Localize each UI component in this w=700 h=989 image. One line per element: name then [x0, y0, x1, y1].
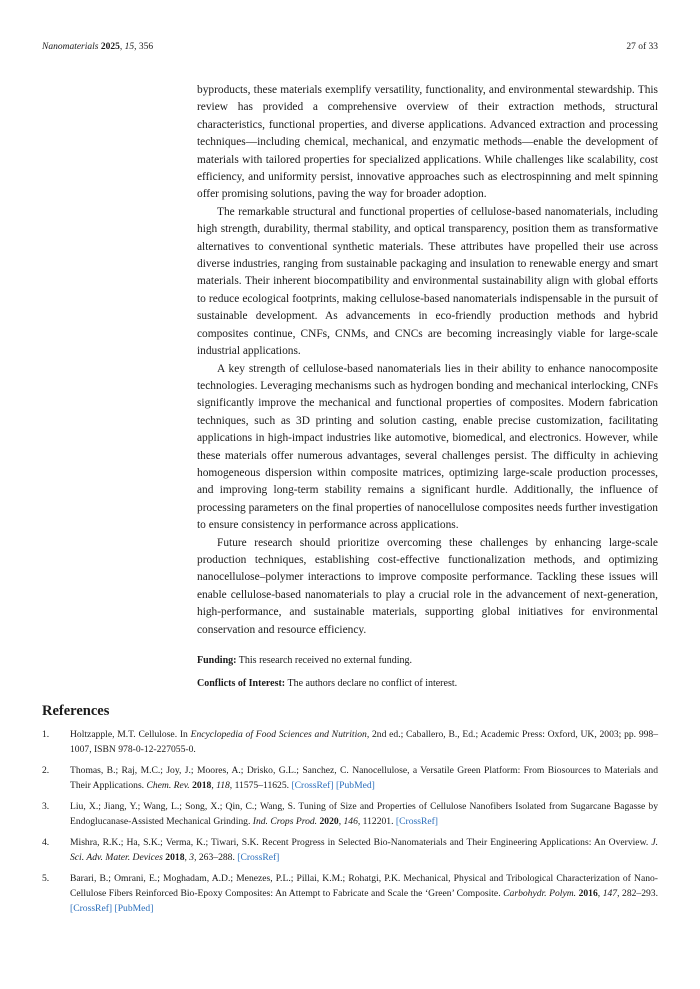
article-number: 356 [138, 42, 154, 52]
reference-year: 2016 [578, 888, 598, 899]
journal-volume: 15 [124, 42, 135, 52]
crossref-link[interactable]: [CrossRef] [291, 780, 334, 791]
conclusion-body [197, 82, 658, 639]
reference-source: Chem. Rev. [146, 780, 190, 791]
crossref-link[interactable]: [CrossRef] [70, 903, 113, 914]
reference-number: 5. [42, 873, 50, 884]
paragraph: byproducts, these materials exemplify versatility, functionality, and environmental stewardship. This review has provided a comprehensive overview of their extraction methods, structural characteristics, functional properties, and diverse applications. Advanced extraction and processing techniques—including chemical, mechanical, and enzymatic methods—enable the development of materials with tailored properties for specialized applications. While challenges like scalability, cost efficiency, and uniformity persist, innovative approaches such as electrospinning and melt spinning offer promising solutions, paving the way for broader adoption. [197, 84, 658, 201]
reference-authors-title: Thomas, B.; Raj, M.C.; Joy, J.; Moores, A.; Drisko, G.L.; Sanchez, C. Nanocellulose, a Versatile Green Platform: From Biosources to Materials and Their Applications. [70, 765, 658, 791]
journal-year: 2025 [100, 42, 120, 52]
reference-item: 4. Mishra, R.K.; Ha, S.K.; Verma, K.; Tiwari, S.K. Recent Progress in Selected Bio-Nanomaterials and Their Engineering Applications: An Overview. J. Sci. Adv. Mater. Devices 2018, 3, 263–288. [CrossRef] [42, 837, 658, 863]
conflicts-statement [197, 677, 658, 691]
paragraph: Future research should prioritize overcoming these challenges by enhancing large-scale production techniques, establishing cost-effective functionalization methods, and optimizing nanocellulose–polymer interactions to improve composite performance. Tackling these issues will enable cellulose-based nanomaterials to play a crucial role in the advancement of next-generation, high-performance, and sustainable materials, supporting global initiatives for environmental conservation and resource efficiency. [197, 536, 658, 636]
reference-source: Carbohydr. Polym. [503, 888, 577, 899]
reference-authors-title: Liu, X.; Jiang, Y.; Wang, L.; Song, X.; Qin, C.; Wang, S. Tuning of Size and Properties of Cellulose Nanofibers Isolated from Sugarcane Bagasse by Endoglucanase-Assisted Mechanical Grinding. [70, 801, 658, 827]
reference-volume: 3 [189, 852, 195, 863]
back-matter [197, 654, 658, 700]
reference-item: 2. Thomas, B.; Raj, M.C.; Joy, J.; Moores, A.; Drisko, G.L.; Sanchez, C. Nanocellulose, a Versatile Green Platform: From Biosources to Materials and Their Applications. Chem. Rev. 2018, 118, 11575–11625. [CrossRef] [PubMed] [42, 765, 658, 791]
reference-source: Ind. Crops Prod. [252, 816, 318, 827]
reference-pages: , 282–293. [617, 888, 659, 899]
funding-label: Funding: [197, 655, 237, 666]
references-list [42, 727, 658, 922]
crossref-link[interactable]: [CrossRef] [237, 852, 280, 863]
reference-item: 5. Barari, B.; Omrani, E.; Moghadam, A.D.; Menezes, P.L.; Pillai, K.M.; Rohatgi, P.K. Mechanical, Physical and Tribological Characterization of Nano-Cellulose Fibers Reinforced Bio-Epoxy Composites: An Attempt to Fabricate and Scale the ‘Green’ Composite. Carbohydr. Polym. 2016, 147, 282–293. [CrossRef] [PubMed] [42, 873, 659, 914]
reference-number: 4. [42, 837, 50, 848]
reference-source: J. Sci. Adv. Mater. Devices [70, 837, 658, 863]
paragraph: The remarkable structural and functional properties of cellulose-based nanomaterials, including high strength, durability, thermal stability, and optical transparency, position them as transformative alternatives to conventional synthetic materials. These attributes have propelled their use across diverse industries, ranging from sustainable packaging and insulation to renewable energy and smart materials. Their inherent biocompatibility and environmental sustainability align with global efforts to reduce ecological footprints, making cellulose-based nanomaterials indispensable in the pursuit of sustainable development. As advancements in eco-friendly production methods and hybrid composites continue, CNFs, CNMs, and CNCs are becoming increasingly viable for large-scale industrial applications. [197, 205, 658, 358]
journal-name: Nanomaterials [42, 42, 99, 52]
pubmed-link[interactable]: [PubMed] [114, 903, 154, 914]
crossref-link[interactable]: [CrossRef] [395, 816, 439, 827]
conflicts-label: Conflicts of Interest: [197, 678, 286, 689]
reference-pages: , 112201. [357, 816, 394, 827]
reference-details: , 2nd ed.; Caballero, B., Ed.; Academic Press: Oxford, UK, 2003; pp. 998–1007, ISBN 978-0-12-227055-0. [70, 729, 659, 755]
reference-number: 1. [42, 729, 50, 740]
reference-volume: 147 [602, 888, 618, 899]
reference-item [42, 727, 658, 757]
reference-authors-title: Barari, B.; Omrani, E.; Moghadam, A.D.; Menezes, P.L.; Pillai, K.M.; Rohatgi, P.K. Mechanical, Physical and Tribological Characterization of Nano-Cellulose Fibers Reinforced Bio-Epoxy Composites: An Attempt to Fabricate and Scale the ‘Green’ Composite. [70, 873, 658, 899]
reference-authors-title: Holtzapple, M.T. Cellulose. In [70, 729, 191, 740]
page-number: 27 of 33 [626, 42, 658, 52]
pubmed-link[interactable]: [PubMed] [335, 780, 375, 791]
conflicts-text: The authors declare no conflict of interest. [287, 678, 458, 689]
reference-number: 2. [42, 765, 50, 776]
reference-source: Encyclopedia of Food Sciences and Nutrition [190, 729, 367, 740]
reference-year: 2018 [192, 780, 212, 791]
reference-year: 2020 [319, 816, 339, 827]
reference-year: 2018 [165, 852, 185, 863]
reference-pages: , 263–288. [194, 852, 235, 863]
page-header [42, 40, 658, 54]
references-heading: References [42, 703, 110, 719]
reference-item: 3. Liu, X.; Jiang, Y.; Wang, L.; Song, X.; Qin, C.; Wang, S. Tuning of Size and Properties of Cellulose Nanofibers Isolated from Sugarcane Bagasse by Endoglucanase-Assisted Mechanical Grinding. Ind. Crops Prod. 2020, 146, 112201. [CrossRef] [42, 801, 658, 827]
journal-citation: Nanomaterials 2025, 15, 356 [42, 42, 154, 52]
paragraph: A key strength of cellulose-based nanomaterials lies in their ability to enhance nanocomposite technologies. Leveraging mechanisms such as hydrogen bonding and mechanical interlocking, CNFs significantly improve the mechanical and functional properties of composites. Modern fabrication techniques, such as 3D printing and solution casting, enable precise customization, facilitating applications in high-impact industries like automotive, biomedical, and electronics. However, while these materials offer numerous advantages, several challenges persist. The difficulty in achieving homogeneous dispersion within composite matrices, optimizing large-scale production processes, and improving long-term stability remains a significant hurdle. Additionally, the influence of processing parameters on the final properties of nanocellulose composites needs further investigation to ensure consistency in performance across applications. [197, 362, 658, 532]
reference-volume: 146 [343, 816, 358, 827]
funding-statement [197, 654, 658, 668]
reference-volume: 118 [216, 780, 230, 791]
reference-pages: , 11575–11625. [229, 780, 290, 791]
funding-text: This research received no external funding. [238, 655, 413, 666]
reference-number: 3. [42, 801, 50, 812]
reference-authors-title: Mishra, R.K.; Ha, S.K.; Verma, K.; Tiwari, S.K. Recent Progress in Selected Bio-Nanomaterials and Their Engineering Applications: An Overview. [70, 837, 652, 848]
